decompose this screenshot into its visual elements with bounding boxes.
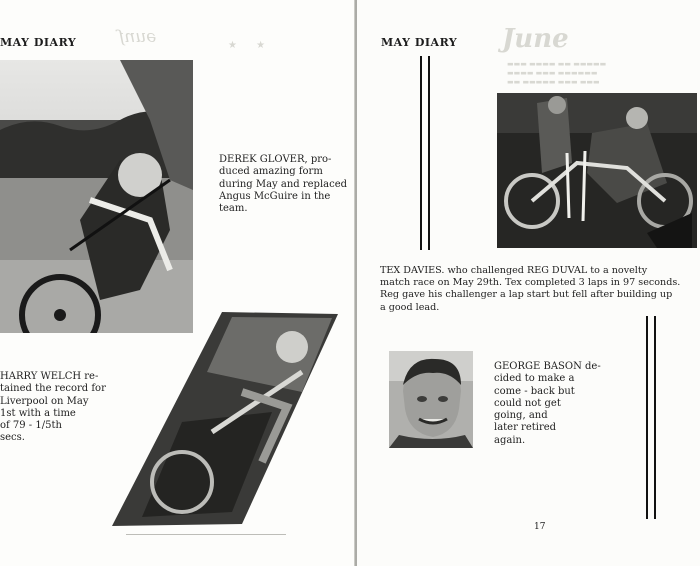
bleed-through-text: əunſ: [118, 27, 157, 47]
caption-line: DEREK GLOVER, pro-: [219, 154, 332, 165]
vertical-rule: [646, 316, 648, 519]
caption-line: duced amazing form: [219, 166, 323, 178]
caption-line: again.: [494, 434, 526, 446]
page-number: 17: [534, 522, 546, 532]
caption-line: going, and: [494, 410, 548, 422]
caption-line: match race on May 29th. Tex completed 3 laps in 97 seconds.: [380, 277, 681, 289]
caption-derek-glover: [219, 154, 353, 215]
caption-line: later retired: [494, 422, 557, 434]
left-page-header: MAY DIARY: [0, 36, 77, 49]
caption-harry-welch: [0, 371, 108, 445]
caption-line: TEX DAVIES. who challenged REG DUVAL to a novelty: [380, 265, 648, 276]
caption-line: during May and replaced: [219, 178, 348, 190]
photo-derek-glover: [112, 312, 338, 526]
caption-line: secs.: [0, 432, 25, 444]
bleed-through-stars: ★ ★: [228, 40, 274, 51]
photo-george-bason: [389, 351, 473, 448]
photo-harry-welch: [0, 60, 193, 333]
caption-line: come - back but: [494, 385, 575, 397]
vertical-rule: [420, 56, 422, 250]
caption-george-bason: [494, 361, 614, 447]
bleed-through-text-block: ▬▬▬ ▬▬▬▬ ▬▬ ▬▬▬▬▬ ▬▬▬▬ ▬▬▬ ▬▬▬▬▬▬ ▬▬ ▬▬▬▬▬ ▬▬▬ ▬▬▬: [507, 60, 607, 86]
bleed-through-title: June: [502, 24, 569, 54]
right-page-header: MAY DIARY: [381, 36, 458, 49]
caption-tex-davies: [380, 265, 700, 314]
caption-line: cided to make a: [494, 373, 575, 385]
right-page: [357, 0, 700, 566]
vertical-rule: [654, 316, 656, 519]
caption-line: could not get: [494, 397, 561, 409]
caption-line: 1st with a time: [0, 407, 76, 419]
caption-line: tained the record for: [0, 383, 106, 395]
photo-tex-davies: [497, 93, 697, 248]
caption-line: of 79 - 1/5th: [0, 420, 62, 432]
caption-line: HARRY WELCH re-: [0, 371, 99, 382]
caption-line: a good lead.: [380, 301, 440, 313]
vertical-rule: [428, 56, 430, 250]
caption-line: GEORGE BASON de-: [494, 361, 601, 372]
print-mark: [126, 534, 286, 535]
caption-line: Angus McGuire in the: [219, 190, 331, 202]
caption-line: team.: [219, 203, 248, 215]
caption-line: Liverpool on May: [0, 395, 89, 407]
caption-line: Reg gave his challenger a lap start but fell after building up: [380, 289, 673, 301]
